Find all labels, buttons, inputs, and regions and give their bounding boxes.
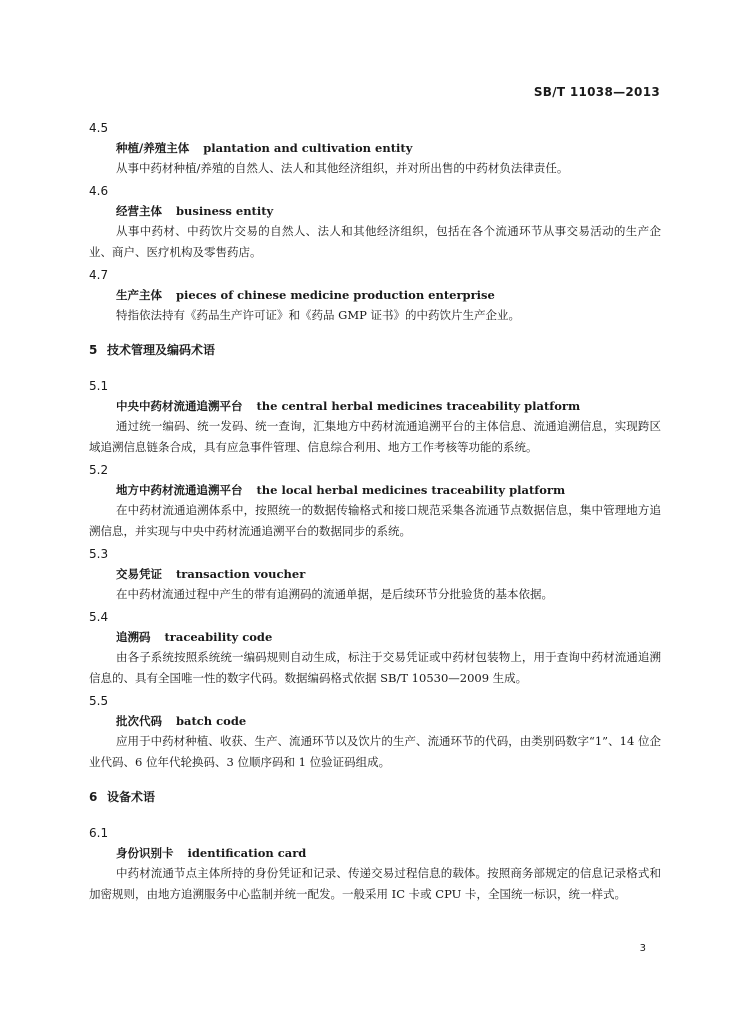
- term-entry: [89, 181, 661, 263]
- term-definition: 应用于中药材种植、收获、生产、流通环节以及饮片的生产、流通环节的代码，由类别码数字“1”、14 位企业代码、6 位年代轮换码、3 位顺序码和 1 位验证码组成。: [89, 734, 661, 769]
- term-definition: 在中药材流通追溯体系中，按照统一的数据传输格式和接口规范采集各流通节点数据信息，集中管理地方追溯信息，并实现与中央中药材流通追溯平台的数据同步的系统。: [89, 503, 661, 538]
- term-entry: [89, 376, 661, 458]
- term-entry: [89, 607, 661, 689]
- term-english: identification card: [187, 846, 307, 860]
- term-line: [89, 396, 661, 416]
- term-definition: 特指依法持有《药品生产许可证》和《药品 GMP 证书》的中药饮片生产企业。: [116, 308, 521, 322]
- term-english: traceability code: [164, 630, 273, 644]
- clause-number: 5.5: [89, 694, 109, 708]
- term-chinese: 种植/养殖主体: [116, 141, 190, 155]
- section-title: 设备术语: [107, 790, 156, 804]
- term-definition: 由各子系统按照系统统一编码规则自动生成，标注于交易凭证或中药材包装物上，用于查询中药材流通追溯信息的、具有全国唯一性的数字代码。数据编码格式依据 SB/T 10530—2009 生成。: [89, 650, 661, 685]
- term-definition: 通过统一编码、统一发码、统一查询，汇集地方中药材流通追溯平台的主体信息、流通追溯信息，实现跨区域追溯信息链条合成，具有应急事件管理、信息综合利用、地方工作考核等功能的系统。: [89, 419, 661, 454]
- term-line: [89, 138, 661, 158]
- term-entry: [89, 460, 661, 542]
- section-title: 技术管理及编码术语: [107, 343, 216, 357]
- term-line: [89, 480, 661, 500]
- term-definition: 从事中药材、中药饮片交易的自然人、法人和其他经济组织，包括在各个流通环节从事交易活动的生产企业、商户、医疗机构及零售药店。: [89, 224, 661, 259]
- clause-number: 4.7: [89, 268, 109, 282]
- term-chinese: 追溯码: [116, 630, 151, 644]
- term-entry: [89, 691, 661, 773]
- term-entry: [89, 544, 661, 605]
- term-chinese: 交易凭证: [116, 567, 162, 581]
- section-heading: [89, 340, 661, 360]
- section-heading: [89, 787, 661, 807]
- term-line: [89, 285, 661, 305]
- clause-number: 5.2: [89, 463, 109, 477]
- term-line: [89, 564, 661, 584]
- standard-code: SB/T 11038—2013: [533, 85, 660, 99]
- clause-number: 5.4: [89, 610, 109, 624]
- term-chinese: 批次代码: [116, 714, 162, 728]
- term-chinese: 生产主体: [116, 288, 162, 302]
- term-line: [89, 201, 661, 221]
- clause-number: 4.5: [89, 121, 109, 135]
- term-english: plantation and cultivation entity: [203, 141, 413, 155]
- term-english: pieces of chinese medicine production enterprise: [176, 288, 495, 302]
- term-line: [89, 627, 661, 647]
- term-definition: 中药材流通节点主体所持的身份凭证和记录、传递交易过程信息的载体。按照商务部规定的信息记录格式和加密规则，由地方追溯服务中心监制并统一配发。一般采用 IC 卡或 CPU 卡，全国统一标识，统一样式。: [89, 866, 661, 901]
- term-line: [89, 843, 661, 863]
- term-chinese: 地方中药材流通追溯平台: [116, 483, 243, 497]
- term-english: batch code: [176, 714, 247, 728]
- term-line: [89, 711, 661, 731]
- term-english: business entity: [176, 204, 274, 218]
- term-english: transaction voucher: [176, 567, 306, 581]
- section-number: 6: [89, 790, 98, 804]
- clause-number: 5.3: [89, 547, 109, 561]
- term-english: the local herbal medicines traceability platform: [256, 483, 566, 497]
- term-entry: [89, 265, 661, 326]
- clause-number: 4.6: [89, 184, 109, 198]
- term-chinese: 身份识别卡: [116, 846, 174, 860]
- clause-number: 6.1: [89, 826, 109, 840]
- document-body: [89, 118, 661, 907]
- clause-number: 5.1: [89, 379, 109, 393]
- term-entry: [89, 118, 661, 179]
- term-chinese: 中央中药材流通追溯平台: [116, 399, 243, 413]
- term-english: the central herbal medicines traceability platform: [256, 399, 581, 413]
- section-number: 5: [89, 343, 98, 357]
- term-definition: 从事中药材种植/养殖的自然人、法人和其他经济组织，并对所出售的中药材负法律责任。: [116, 161, 569, 175]
- term-entry: [89, 823, 661, 905]
- page-number: 3: [639, 943, 646, 954]
- term-chinese: 经营主体: [116, 204, 162, 218]
- term-definition: 在中药材流通过程中产生的带有追溯码的流通单据，是后续环节分批验货的基本依据。: [116, 587, 553, 601]
